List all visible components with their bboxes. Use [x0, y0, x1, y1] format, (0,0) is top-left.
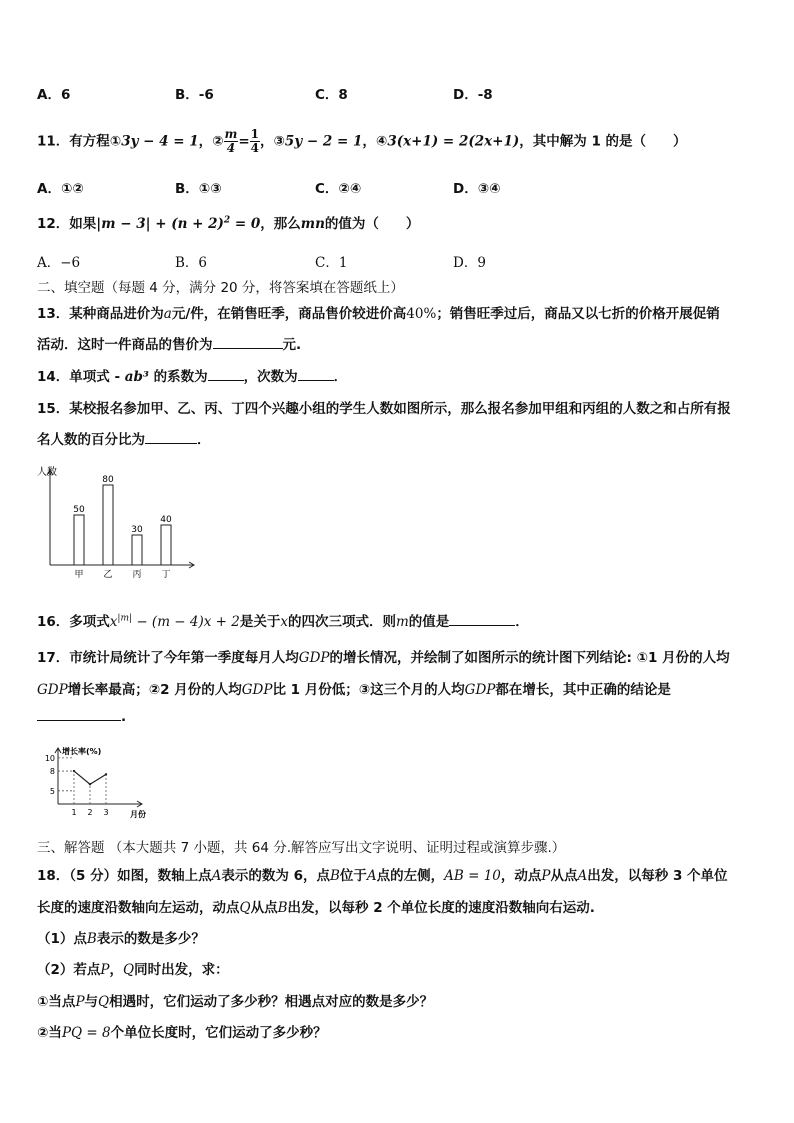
q11-option-b: B．①③ — [175, 181, 222, 197]
question-18-line-1: 18．（5 分）如图，数轴上点A表示的数为 6，点B位于A点的左侧，AB = 10，动点P从点A出发，以每秒 3 个单位 — [37, 868, 728, 884]
line-chart-gdp-growth — [44, 742, 156, 820]
q12-expression: $|m - 3| + (n + 2)^2 = 0$ — [96, 215, 261, 232]
x-axis-label: 月份 — [130, 810, 146, 819]
tick-label: 丙 — [132, 570, 142, 580]
question-14: 14．单项式 - ab³ 的系数为 ，次数为 ． — [37, 369, 348, 385]
answer-blank[interactable] — [449, 613, 515, 626]
q12-option-d: D．9 — [453, 255, 486, 271]
bar — [74, 515, 84, 565]
q11-fraction-m: $\frac{m}{4}$ — [224, 127, 238, 155]
data-label: 50 — [73, 505, 85, 515]
q11-option-a: A．①② — [37, 181, 84, 197]
answer-blank[interactable] — [213, 336, 283, 349]
question-13-line-1: 13．某种商品进价为a元/件，在销售旺季，商品售价较进价高40%；销售旺季过后，商品又以七折的价格开展促销 — [37, 306, 720, 322]
answer-blank[interactable] — [37, 708, 121, 721]
question-18-part-2-2: ②当PQ = 8个单位长度时，它们运动了多少秒？ — [37, 1025, 327, 1041]
section-2-heading: 二、填空题（每题 4 分，满分 20 分，将答案填在答题纸上） — [37, 280, 404, 296]
question-11: 11．有方程①3y − 4 = 1，② $\frac{m}{4}$ = $\frac{1}{4}$ ，③5y − 2 = 1，④3(x+1) = 2(2x+1)，其中解为 1 的是（ ） — [37, 127, 687, 155]
y-tick-label: 5 — [49, 786, 55, 796]
question-16: 16．多项式$x^{|m|} - (m - 4)x + 2$是关于x的四次三项式．则m的值是 ． — [37, 613, 529, 630]
question-18-part-2-1: ①当点P与Q相遇时，它们运动了多少秒？相遇点对应的数是多少？ — [37, 994, 434, 1010]
question-15-line-1: 15．某校报名参加甲、乙、丙、丁四个兴趣小组的学生人数如图所示，那么报名参加甲组和丙组的人数之和占所有报 — [37, 401, 731, 417]
q12-option-a: A．−6 — [37, 255, 81, 271]
x-tick-label: 1 — [71, 808, 77, 817]
bar — [103, 485, 113, 565]
answer-blank[interactable] — [208, 368, 244, 381]
q11-equation-1: 3y − 4 = 1 — [121, 133, 199, 150]
q12-option-b: B．6 — [175, 255, 208, 271]
bar-chart-group-counts — [36, 462, 201, 584]
y-axis-label: 增长率(%) — [62, 747, 102, 756]
q10-option-b: B．-6 — [175, 87, 214, 103]
q11-equation-4: 3(x+1) = 2(2x+1) — [387, 133, 520, 150]
question-18-part-2: （2）若点P，Q同时出发，求： — [37, 962, 229, 978]
answer-blank[interactable] — [298, 368, 334, 381]
y-tick-label: 8 — [49, 767, 55, 777]
q10-option-d: D．-8 — [453, 87, 493, 103]
tick-label: 乙 — [103, 570, 113, 580]
q11-option-d: D．③④ — [453, 181, 501, 197]
data-point — [105, 773, 107, 775]
tick-label: 丁 — [161, 570, 171, 580]
q12-option-c: C．1 — [315, 255, 348, 271]
q11-fraction-quarter: $\frac{1}{4}$ — [250, 127, 259, 155]
question-15-line-2: 名人数的百分比为 ． — [37, 432, 211, 448]
question-18-part-1: （1）点B表示的数是多少？ — [37, 931, 205, 947]
q11-option-c: C．②④ — [315, 181, 362, 197]
q10-option-c: C．8 — [315, 87, 348, 103]
bar — [161, 525, 171, 565]
question-17-line-1: 17．市统计局统计了今年第一季度每月人均GDP的增长情况，并绘制了如图所示的统计图下列结论: ①1 月份的人均 — [37, 650, 730, 666]
x-tick-label: 3 — [103, 808, 109, 817]
x-tick-label: 2 — [87, 808, 93, 817]
answer-blank[interactable] — [145, 431, 197, 444]
tick-label: 甲 — [74, 570, 84, 580]
question-12: 12．如果$|m - 3| + (n + 2)^2 = 0$，那么mn的值为（ ） — [37, 215, 420, 232]
y-axis-label: 人数 — [37, 467, 57, 478]
question-13-line-2: 活动．这时一件商品的售价为 元. — [37, 337, 302, 353]
question-17-line-3: . — [37, 708, 126, 725]
question-17-line-2: GDP增长率最高；②2 月份的人均GDP比 1 月份低；③这三个月的人均GDP都在增长，其中正确的结论是 — [37, 682, 671, 698]
data-label: 30 — [131, 525, 143, 535]
data-label: 80 — [102, 475, 114, 485]
bar — [132, 535, 142, 565]
y-tick-label: 10 — [44, 753, 55, 763]
section-3-heading: 三、解答题 （本大题共 7 小题，共 64 分.解答应写出文字说明、证明过程或演算步骤.） — [37, 840, 566, 856]
data-label: 40 — [160, 515, 172, 525]
q11-equation-3: 5y − 2 = 1 — [284, 133, 363, 150]
data-point — [73, 770, 75, 772]
q10-option-a: A．6 — [37, 87, 71, 103]
question-18-line-2: 长度的速度沿数轴向左运动，动点Q从点B出发，以每秒 2 个单位长度的速度沿数轴向右运动. — [37, 900, 595, 916]
series-line — [74, 771, 106, 784]
data-point — [89, 783, 91, 785]
